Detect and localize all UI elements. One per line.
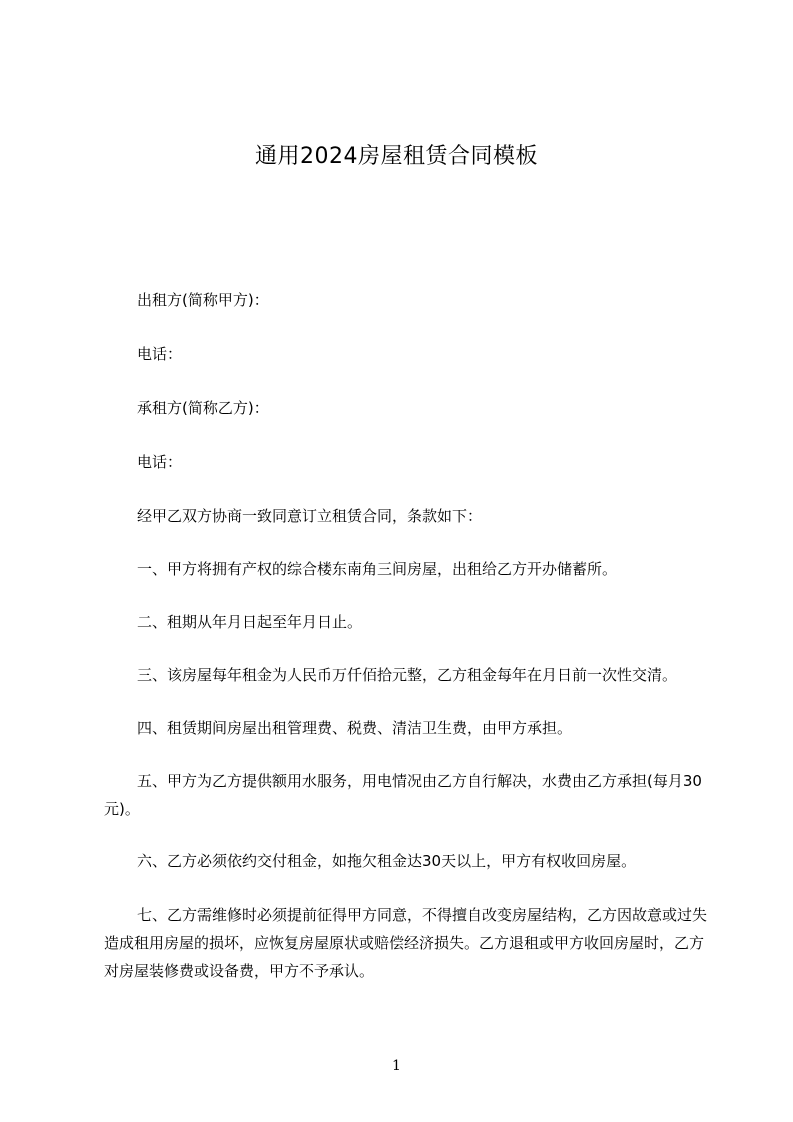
- page-number: 1: [392, 1058, 401, 1074]
- clause-6: 六、乙方必须依约交付租金，如拖欠租金达30天以上，甲方有权收回房屋。: [137, 852, 637, 870]
- document-title: 通用2024房屋租赁合同模板: [255, 144, 538, 169]
- clause-1: 一、甲方将拥有产权的综合楼东南角三间房屋，出租给乙方开办储蓄所。: [137, 560, 618, 578]
- clause-7: 七、乙方需维修时必须提前征得甲方同意，不得擅自改变房屋结构，乙方因故意或过失造成租用房屋的损坏，应恢复房屋原状或赔偿经济损失。乙方退租或甲方收回房屋时，乙方对房屋装修费或设备费，甲方不予承认。: [104, 906, 708, 980]
- clause-2: 二、租期从年月日起至年月日止。: [137, 613, 363, 631]
- party-b-phone-label: 电话：: [137, 453, 183, 471]
- party-b-label: 承租方(简称乙方)：: [137, 399, 269, 417]
- party-a-phone-label: 电话：: [137, 345, 183, 363]
- clause-4: 四、租赁期间房屋出租管理费、税费、清洁卫生费，由甲方承担。: [137, 719, 573, 737]
- clause-3: 三、该房屋每年租金为人民币万仟佰拾元整，乙方租金每年在月日前一次性交清。: [137, 666, 678, 684]
- party-a-label: 出租方(简称甲方)：: [137, 291, 269, 309]
- clause-5: 五、甲方为乙方提供额用水服务，用电情况由乙方自行解决，水费由乙方承担(每月30元)。: [104, 772, 702, 818]
- contract-intro: 经甲乙双方协商一致同意订立租赁合同，条款如下：: [137, 507, 483, 525]
